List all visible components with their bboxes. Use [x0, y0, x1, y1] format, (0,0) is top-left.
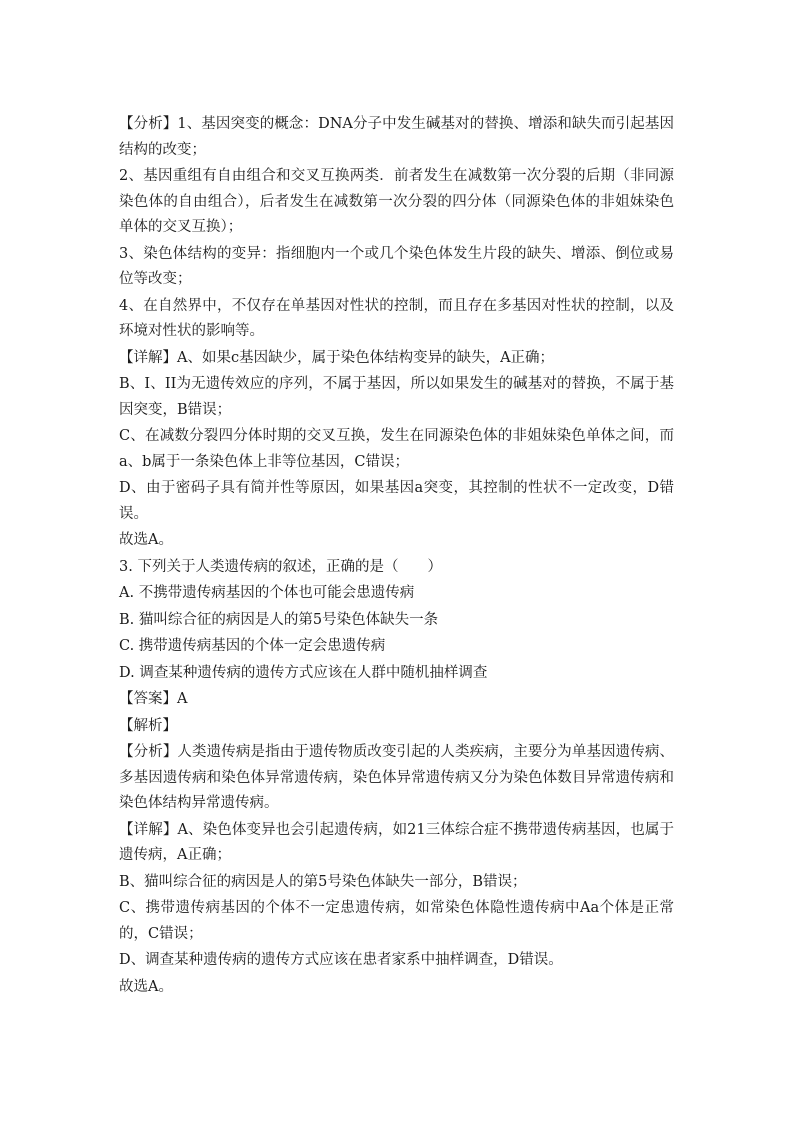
answer-line: 【答案】A: [119, 691, 188, 707]
option-c: C. 携带遗传病基因的个体一定会患遗传病: [119, 638, 386, 654]
detail-paragraph-b: B、I、II为无遗传效应的序列，不属于基因，所以如果发生的碱基对的替换，不属于基因突变，B错误；: [119, 376, 674, 418]
detail-paragraph-a: 【详解】A、如果c基因缺少，属于染色体结构变异的缺失，A正确；: [119, 349, 555, 366]
analysis-paragraph-q3: 【分析】人类遗传病是指由于遗传物质改变引起的人类疾病，主要分为单基因遗传病、多基因遗传病和染色体异常遗传病，染色体异常遗传病又分为染色体数目异常遗传病和染色体结构异常遗传病。: [119, 744, 674, 811]
detail-paragraph-q3-a: 【详解】A、染色体变异也会引起遗传病，如21三体综合症不携带遗传病基因，也属于遗传病，A正确；: [119, 821, 674, 863]
conclusion-line: 故选A。: [119, 532, 173, 548]
analysis-paragraph-1: 【分析】1、基因突变的概念：DNA分子中发生碱基对的替换、增添和缺失而引起基因结构的改变；: [119, 116, 674, 158]
detail-paragraph-d: D、由于密码子具有简并性等原因，如果基因a突变，其控制的性状不一定改变，D错误。: [119, 480, 674, 522]
explanation-heading: 【解析】: [119, 717, 177, 734]
option-d: D. 调查某种遗传病的遗传方式应该在人群中随机抽样调查: [119, 664, 488, 681]
option-a: A. 不携带遗传病基因的个体也可能会患遗传病: [119, 585, 415, 601]
detail-paragraph-q3-b: B、猫叫综合征的病因是人的第5号染色体缺失一部分，B错误；: [119, 873, 527, 890]
detail-paragraph-c: C、在减数分裂四分体时期的交叉互换，发生在同源染色体的非姐妹染色单体之间，而a、b属于一条染色体上非等位基因，C错误；: [119, 428, 674, 470]
detail-paragraph-q3-c: C、携带遗传病基因的个体不一定患遗传病，如常染色体隐性遗传病中Aa个体是正常的，C错误；: [119, 900, 674, 942]
detail-paragraph-q3-d: D、调查某种遗传病的遗传方式应该在患者家系中抽样调查，D错误。: [119, 952, 563, 968]
question-stem: 3. 下列关于人类遗传病的叙述，正确的是（ ）: [119, 558, 442, 575]
option-b: B. 猫叫综合征的病因是人的第5号染色体缺失一条: [119, 611, 439, 628]
conclusion-line-q3: 故选A。: [119, 978, 173, 995]
analysis-paragraph-2: 2、基因重组有自由组合和交叉互换两类．前者发生在减数第一次分裂的后期（非同源染色体的自由组合），后者发生在减数第一次分裂的四分体（同源染色体的非姐妹染色单体的交叉互换）；: [119, 168, 674, 235]
document-page: [119, 112, 674, 1000]
analysis-paragraph-4: 4、在自然界中，不仅存在单基因对性状的控制，而且存在多基因对性状的控制，以及环境对性状的影响等。: [119, 297, 674, 339]
analysis-paragraph-3: 3、染色体结构的变异：指细胞内一个或几个染色体发生片段的缺失、增添、倒位或易位等改变；: [119, 245, 674, 287]
